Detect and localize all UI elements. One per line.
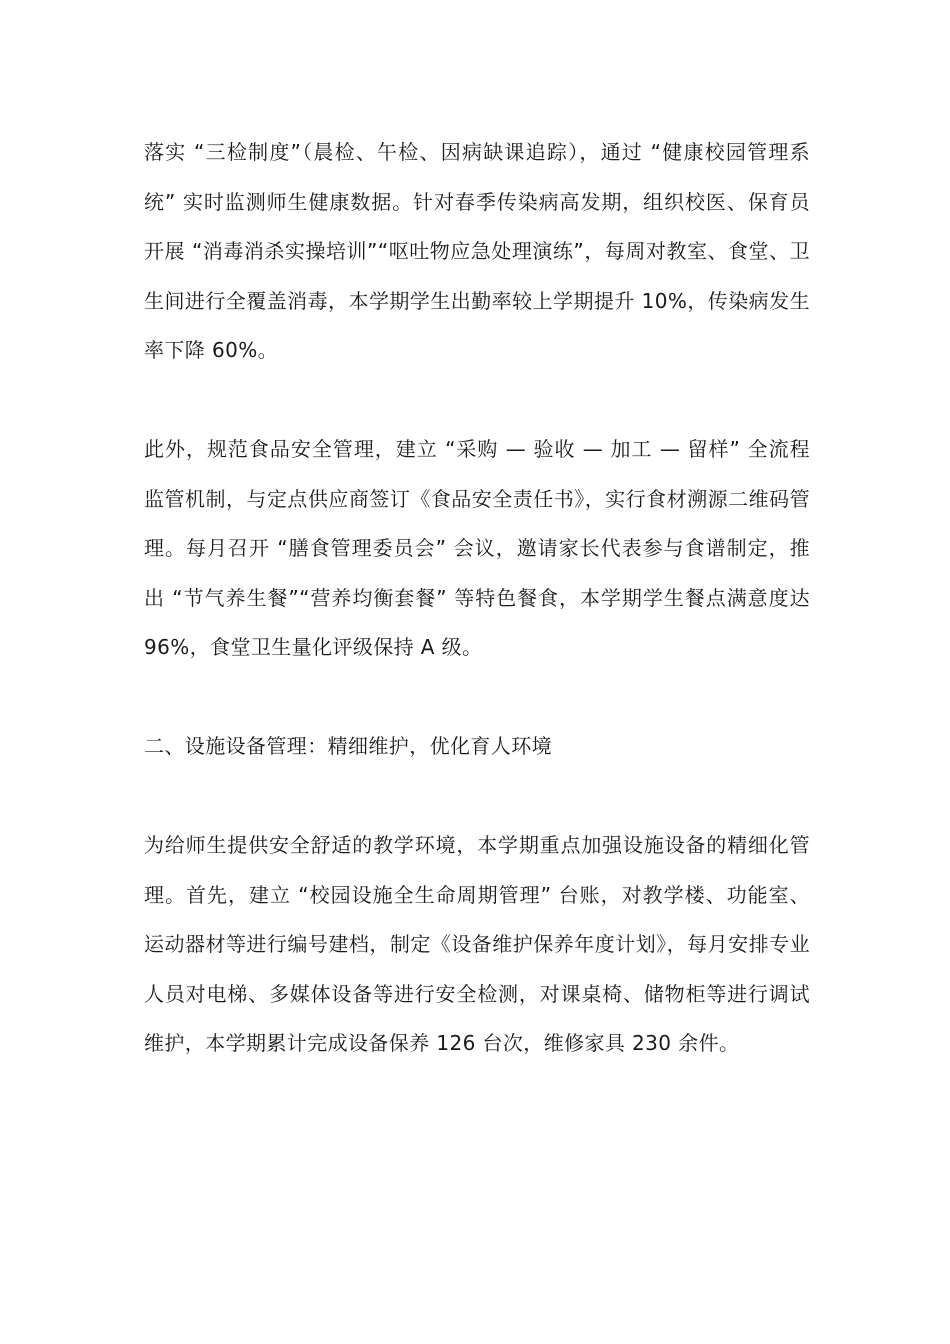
paragraph-facilities-maintenance: 为给师生提供安全舒适的教学环境，本学期重点加强设施设备的精细化管理。首先，建立 “校园设施全生命周期管理” 台账，对教学楼、功能室、运动器材等进行编号建档，制定《设备维护保养年度计划》，每月安排专业人员对电梯、多媒体设备等进行安全检测，对课桌椅、储物柜等进行调试维护，本学期累计完成设备保养 126 台次，维修家具 230 余件。 <box>144 833 810 1055</box>
paragraph-food-safety: 此外，规范食品安全管理，建立 “采购 — 验收 — 加工 — 留样” 全流程监管机制，与定点供应商签订《食品安全责任书》，实行食材溯源二维码管理。每月召开 “膳食管理委员会” 会议，邀请家长代表参与食谱制定，推出 “节气养生餐”“营养均衡套餐” 等特色餐食，本学期学生餐点满意度达 96%，食堂卫生量化评级保持 A 级。 <box>144 437 810 659</box>
document-body <box>144 128 810 1118</box>
paragraph-health-checks: 落实 “三检制度”（晨检、午检、因病缺课追踪），通过 “健康校园管理系统” 实时监测师生健康数据。针对春季传染病高发期，组织校医、保育员开展 “消毒消杀实操培训”“呕吐物应急处理演练”，每周对教室、食堂、卫生间进行全覆盖消毒，本学期学生出勤率较上学期提升 10%，传染病发生率下降 60%。 <box>144 140 810 362</box>
section-heading-facilities: 二、设施设备管理：精细维护，优化育人环境 <box>144 734 552 758</box>
